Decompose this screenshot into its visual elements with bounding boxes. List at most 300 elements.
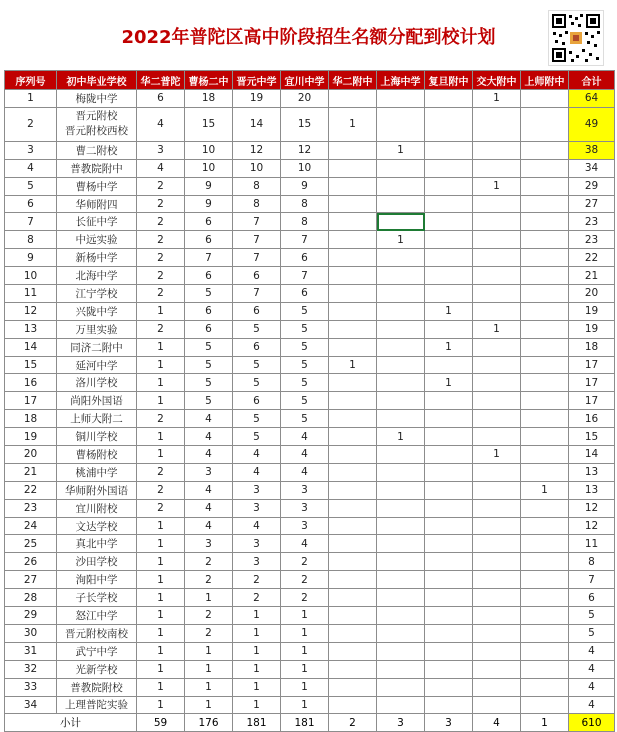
row-number-cell[interactable]: 11 [5,285,57,303]
quota-cell[interactable]: 1 [521,481,569,499]
quota-cell[interactable] [329,213,377,231]
quota-cell[interactable] [425,107,473,141]
row-total-cell[interactable]: 38 [569,141,615,159]
row-number-cell[interactable]: 6 [5,195,57,213]
row-total-cell[interactable]: 15 [569,428,615,446]
quota-cell[interactable]: 7 [233,285,281,303]
quota-cell[interactable] [329,589,377,607]
quota-cell[interactable] [521,499,569,517]
school-name-cell[interactable]: 延河中学 [57,356,137,374]
quota-cell[interactable] [377,499,425,517]
row-number-cell[interactable]: 9 [5,249,57,267]
quota-cell[interactable] [377,463,425,481]
row-total-cell[interactable]: 18 [569,338,615,356]
quota-cell[interactable]: 2 [137,267,185,285]
quota-cell[interactable]: 1 [137,356,185,374]
quota-cell[interactable] [425,195,473,213]
quota-cell[interactable] [425,660,473,678]
quota-cell[interactable]: 1 [233,624,281,642]
quota-cell[interactable] [473,553,521,571]
quota-cell[interactable] [329,678,377,696]
school-name-cell[interactable]: 宜川附校 [57,499,137,517]
quota-cell[interactable]: 2 [137,249,185,267]
quota-cell[interactable]: 1 [137,553,185,571]
quota-cell[interactable]: 10 [185,159,233,177]
quota-cell[interactable]: 3 [185,463,233,481]
quota-cell[interactable] [521,195,569,213]
row-number-cell[interactable]: 23 [5,499,57,517]
quota-cell[interactable] [425,285,473,303]
quota-cell[interactable]: 5 [281,356,329,374]
quota-cell[interactable] [521,90,569,108]
quota-cell[interactable] [473,410,521,428]
row-total-cell[interactable]: 4 [569,678,615,696]
quota-cell[interactable] [473,624,521,642]
quota-cell[interactable] [521,231,569,249]
school-name-cell[interactable]: 桃浦中学 [57,463,137,481]
row-total-cell[interactable]: 13 [569,463,615,481]
quota-cell[interactable] [329,410,377,428]
quota-cell[interactable]: 3 [281,517,329,535]
quota-cell[interactable] [521,517,569,535]
quota-cell[interactable]: 2 [137,481,185,499]
row-number-cell[interactable]: 26 [5,553,57,571]
quota-cell[interactable]: 9 [185,195,233,213]
quota-cell[interactable]: 1 [377,231,425,249]
row-number-cell[interactable]: 31 [5,642,57,660]
row-total-cell[interactable]: 19 [569,302,615,320]
quota-cell[interactable] [521,320,569,338]
quota-cell[interactable]: 1 [137,374,185,392]
quota-cell[interactable] [473,392,521,410]
row-total-cell[interactable]: 29 [569,177,615,195]
quota-cell[interactable] [377,213,425,231]
quota-cell[interactable]: 7 [233,213,281,231]
row-number-cell[interactable]: 13 [5,320,57,338]
row-number-cell[interactable]: 1 [5,90,57,108]
school-name-cell[interactable]: 兴陇中学 [57,302,137,320]
quota-cell[interactable]: 1 [281,607,329,625]
row-total-cell[interactable]: 17 [569,374,615,392]
row-number-cell[interactable]: 22 [5,481,57,499]
quota-cell[interactable]: 2 [281,589,329,607]
quota-cell[interactable]: 6 [137,90,185,108]
quota-cell[interactable]: 6 [281,285,329,303]
quota-cell[interactable] [425,589,473,607]
quota-cell[interactable]: 19 [233,90,281,108]
row-total-cell[interactable]: 4 [569,660,615,678]
quota-cell[interactable] [521,141,569,159]
quota-cell[interactable]: 1 [281,678,329,696]
quota-cell[interactable]: 4 [281,428,329,446]
school-name-cell[interactable]: 曹二附校 [57,141,137,159]
row-number-cell[interactable]: 33 [5,678,57,696]
quota-cell[interactable]: 2 [137,231,185,249]
quota-cell[interactable]: 4 [185,481,233,499]
quota-cell[interactable]: 5 [281,374,329,392]
school-name-cell[interactable]: 尚阳外国语 [57,392,137,410]
school-name-cell[interactable]: 子长学校 [57,589,137,607]
quota-cell[interactable] [473,285,521,303]
quota-cell[interactable]: 1 [281,624,329,642]
school-name-cell[interactable]: 洛川学校 [57,374,137,392]
quota-cell[interactable] [473,302,521,320]
quota-cell[interactable] [377,302,425,320]
school-name-cell[interactable]: 新杨中学 [57,249,137,267]
quota-cell[interactable]: 6 [233,302,281,320]
row-total-cell[interactable]: 12 [569,517,615,535]
quota-cell[interactable] [425,446,473,464]
quota-cell[interactable]: 2 [137,410,185,428]
row-number-cell[interactable]: 8 [5,231,57,249]
quota-cell[interactable] [329,446,377,464]
quota-cell[interactable]: 1 [137,589,185,607]
school-name-cell[interactable]: 曹杨中学 [57,177,137,195]
quota-cell[interactable]: 1 [425,302,473,320]
quota-cell[interactable] [377,589,425,607]
school-name-cell[interactable]: 文达学校 [57,517,137,535]
quota-cell[interactable] [425,624,473,642]
quota-cell[interactable]: 1 [137,392,185,410]
row-total-cell[interactable]: 6 [569,589,615,607]
quota-cell[interactable]: 1 [137,607,185,625]
quota-cell[interactable] [521,159,569,177]
quota-cell[interactable]: 6 [185,231,233,249]
school-name-cell[interactable]: 中远实验 [57,231,137,249]
row-number-cell[interactable]: 29 [5,607,57,625]
quota-cell[interactable] [377,195,425,213]
quota-cell[interactable]: 9 [185,177,233,195]
row-total-cell[interactable]: 34 [569,159,615,177]
quota-cell[interactable]: 2 [185,607,233,625]
quota-cell[interactable] [521,463,569,481]
quota-cell[interactable] [329,231,377,249]
school-name-cell[interactable]: 晋元附校南校 [57,624,137,642]
quota-cell[interactable]: 5 [233,428,281,446]
quota-cell[interactable]: 4 [185,446,233,464]
quota-cell[interactable]: 5 [281,410,329,428]
quota-cell[interactable]: 2 [137,195,185,213]
quota-cell[interactable]: 4 [233,446,281,464]
quota-cell[interactable]: 14 [233,107,281,141]
quota-cell[interactable]: 1 [137,535,185,553]
quota-cell[interactable]: 5 [185,374,233,392]
quota-cell[interactable] [377,481,425,499]
quota-cell[interactable] [521,410,569,428]
quota-cell[interactable] [377,392,425,410]
quota-cell[interactable] [425,213,473,231]
quota-cell[interactable]: 4 [281,535,329,553]
quota-cell[interactable] [425,141,473,159]
quota-cell[interactable] [473,517,521,535]
school-name-cell[interactable]: 长征中学 [57,213,137,231]
row-total-cell[interactable]: 21 [569,267,615,285]
row-number-cell[interactable]: 28 [5,589,57,607]
quota-cell[interactable]: 5 [185,392,233,410]
row-number-cell[interactable]: 30 [5,624,57,642]
quota-cell[interactable] [329,624,377,642]
quota-cell[interactable] [425,392,473,410]
quota-cell[interactable] [473,428,521,446]
quota-cell[interactable]: 3 [233,553,281,571]
quota-cell[interactable]: 1 [137,696,185,714]
quota-cell[interactable] [377,374,425,392]
quota-cell[interactable] [521,285,569,303]
quota-cell[interactable] [377,678,425,696]
row-number-cell[interactable]: 25 [5,535,57,553]
quota-cell[interactable] [377,410,425,428]
quota-cell[interactable]: 2 [137,320,185,338]
row-number-cell[interactable]: 27 [5,571,57,589]
school-name-cell[interactable]: 光新学校 [57,660,137,678]
quota-cell[interactable]: 4 [137,159,185,177]
quota-cell[interactable] [521,213,569,231]
quota-cell[interactable] [329,642,377,660]
quota-cell[interactable] [521,392,569,410]
quota-cell[interactable]: 4 [281,446,329,464]
quota-cell[interactable] [329,320,377,338]
row-total-cell[interactable]: 5 [569,624,615,642]
quota-cell[interactable] [377,107,425,141]
quota-cell[interactable]: 2 [137,463,185,481]
row-total-cell[interactable]: 49 [569,107,615,141]
quota-cell[interactable] [425,535,473,553]
quota-cell[interactable] [425,678,473,696]
quota-cell[interactable]: 8 [281,213,329,231]
quota-cell[interactable]: 4 [233,463,281,481]
quota-cell[interactable]: 18 [185,90,233,108]
quota-cell[interactable]: 3 [137,141,185,159]
row-number-cell[interactable]: 10 [5,267,57,285]
quota-cell[interactable]: 5 [281,320,329,338]
quota-cell[interactable]: 15 [281,107,329,141]
row-total-cell[interactable]: 64 [569,90,615,108]
quota-cell[interactable] [329,338,377,356]
row-number-cell[interactable]: 16 [5,374,57,392]
quota-cell[interactable] [473,107,521,141]
quota-cell[interactable]: 15 [185,107,233,141]
row-total-cell[interactable]: 14 [569,446,615,464]
quota-cell[interactable]: 7 [281,231,329,249]
quota-cell[interactable] [329,553,377,571]
quota-cell[interactable] [425,159,473,177]
row-number-cell[interactable]: 21 [5,463,57,481]
school-name-cell[interactable]: 真北中学 [57,535,137,553]
quota-cell[interactable] [329,285,377,303]
quota-cell[interactable]: 20 [281,90,329,108]
row-total-cell[interactable]: 16 [569,410,615,428]
row-number-cell[interactable]: 12 [5,302,57,320]
quota-cell[interactable]: 5 [185,338,233,356]
quota-cell[interactable] [521,446,569,464]
quota-cell[interactable] [329,499,377,517]
quota-cell[interactable]: 5 [233,356,281,374]
row-total-cell[interactable]: 23 [569,213,615,231]
quota-cell[interactable] [377,320,425,338]
quota-cell[interactable]: 6 [233,338,281,356]
quota-cell[interactable]: 6 [281,249,329,267]
quota-cell[interactable] [473,463,521,481]
quota-cell[interactable]: 2 [185,571,233,589]
quota-cell[interactable] [473,481,521,499]
quota-cell[interactable]: 1 [137,428,185,446]
quota-cell[interactable] [521,535,569,553]
school-name-cell[interactable]: 晋元附校 晋元附校西校 [57,107,137,141]
quota-cell[interactable] [425,696,473,714]
quota-cell[interactable]: 1 [137,446,185,464]
quota-cell[interactable]: 2 [185,624,233,642]
quota-cell[interactable] [521,660,569,678]
quota-cell[interactable]: 8 [233,177,281,195]
row-total-cell[interactable]: 12 [569,499,615,517]
row-number-cell[interactable]: 4 [5,159,57,177]
row-total-cell[interactable]: 7 [569,571,615,589]
quota-cell[interactable] [329,159,377,177]
row-total-cell[interactable]: 8 [569,553,615,571]
quota-cell[interactable]: 4 [185,428,233,446]
quota-cell[interactable]: 3 [233,481,281,499]
quota-cell[interactable]: 5 [281,338,329,356]
quota-cell[interactable]: 5 [233,374,281,392]
quota-cell[interactable]: 1 [185,678,233,696]
quota-cell[interactable] [521,589,569,607]
quota-cell[interactable] [425,463,473,481]
quota-cell[interactable] [377,571,425,589]
quota-cell[interactable] [329,481,377,499]
quota-cell[interactable]: 10 [185,141,233,159]
quota-cell[interactable]: 2 [137,499,185,517]
quota-cell[interactable] [473,535,521,553]
quota-cell[interactable]: 4 [281,463,329,481]
row-number-cell[interactable]: 34 [5,696,57,714]
quota-cell[interactable] [329,374,377,392]
quota-cell[interactable]: 1 [425,374,473,392]
quota-cell[interactable] [521,338,569,356]
school-name-cell[interactable]: 华师附外国语 [57,481,137,499]
quota-cell[interactable]: 1 [473,446,521,464]
quota-cell[interactable] [473,195,521,213]
quota-cell[interactable] [473,374,521,392]
quota-cell[interactable] [473,696,521,714]
quota-cell[interactable] [425,571,473,589]
quota-cell[interactable] [473,589,521,607]
quota-cell[interactable] [425,90,473,108]
quota-cell[interactable]: 12 [281,141,329,159]
quota-cell[interactable]: 3 [233,499,281,517]
row-total-cell[interactable]: 5 [569,607,615,625]
quota-cell[interactable] [377,159,425,177]
quota-cell[interactable] [521,249,569,267]
quota-cell[interactable]: 5 [233,320,281,338]
quota-cell[interactable]: 9 [281,177,329,195]
quota-cell[interactable] [473,141,521,159]
quota-cell[interactable] [329,267,377,285]
quota-cell[interactable]: 4 [137,107,185,141]
school-name-cell[interactable]: 上师大附二 [57,410,137,428]
quota-cell[interactable] [521,107,569,141]
quota-cell[interactable]: 6 [233,267,281,285]
quota-cell[interactable] [521,356,569,374]
row-number-cell[interactable]: 7 [5,213,57,231]
school-name-cell[interactable]: 上理普陀实验 [57,696,137,714]
quota-cell[interactable] [329,141,377,159]
quota-cell[interactable] [329,195,377,213]
quota-cell[interactable] [377,535,425,553]
school-name-cell[interactable]: 万里实验 [57,320,137,338]
quota-cell[interactable] [473,571,521,589]
school-name-cell[interactable]: 江宁学校 [57,285,137,303]
quota-cell[interactable] [521,177,569,195]
school-name-cell[interactable]: 华师附四 [57,195,137,213]
quota-cell[interactable] [329,535,377,553]
quota-cell[interactable]: 1 [281,660,329,678]
quota-cell[interactable]: 1 [425,338,473,356]
quota-cell[interactable] [473,607,521,625]
row-number-cell[interactable]: 2 [5,107,57,141]
quota-cell[interactable]: 1 [329,107,377,141]
quota-cell[interactable]: 1 [473,177,521,195]
quota-cell[interactable] [425,607,473,625]
quota-cell[interactable] [425,320,473,338]
quota-cell[interactable] [377,356,425,374]
quota-cell[interactable]: 1 [233,678,281,696]
quota-cell[interactable]: 1 [137,571,185,589]
quota-cell[interactable]: 1 [233,660,281,678]
quota-cell[interactable]: 3 [281,481,329,499]
quota-cell[interactable] [425,481,473,499]
quota-cell[interactable]: 5 [185,285,233,303]
quota-cell[interactable]: 1 [137,642,185,660]
school-name-cell[interactable]: 怒江中学 [57,607,137,625]
quota-cell[interactable]: 1 [281,642,329,660]
row-number-cell[interactable]: 19 [5,428,57,446]
quota-cell[interactable]: 2 [137,213,185,231]
quota-cell[interactable]: 2 [233,571,281,589]
quota-cell[interactable] [473,642,521,660]
quota-cell[interactable]: 1 [233,607,281,625]
quota-cell[interactable]: 1 [137,302,185,320]
row-number-cell[interactable]: 3 [5,141,57,159]
school-name-cell[interactable]: 沙田学校 [57,553,137,571]
quota-cell[interactable] [521,624,569,642]
quota-cell[interactable] [377,624,425,642]
quota-cell[interactable] [473,213,521,231]
quota-cell[interactable] [473,499,521,517]
quota-cell[interactable]: 6 [185,267,233,285]
quota-cell[interactable] [329,249,377,267]
row-number-cell[interactable]: 5 [5,177,57,195]
school-name-cell[interactable]: 曹杨附校 [57,446,137,464]
row-total-cell[interactable]: 17 [569,356,615,374]
quota-cell[interactable] [425,410,473,428]
quota-cell[interactable] [377,696,425,714]
quota-cell[interactable]: 1 [137,678,185,696]
quota-cell[interactable] [377,660,425,678]
quota-cell[interactable]: 1 [281,696,329,714]
quota-cell[interactable] [329,177,377,195]
school-name-cell[interactable]: 武宁中学 [57,642,137,660]
row-total-cell[interactable]: 23 [569,231,615,249]
quota-cell[interactable]: 12 [233,141,281,159]
row-total-cell[interactable]: 27 [569,195,615,213]
quota-cell[interactable] [377,249,425,267]
quota-cell[interactable]: 10 [233,159,281,177]
row-number-cell[interactable]: 24 [5,517,57,535]
quota-cell[interactable] [521,696,569,714]
quota-cell[interactable] [377,267,425,285]
quota-cell[interactable]: 1 [185,589,233,607]
quota-cell[interactable]: 1 [233,696,281,714]
